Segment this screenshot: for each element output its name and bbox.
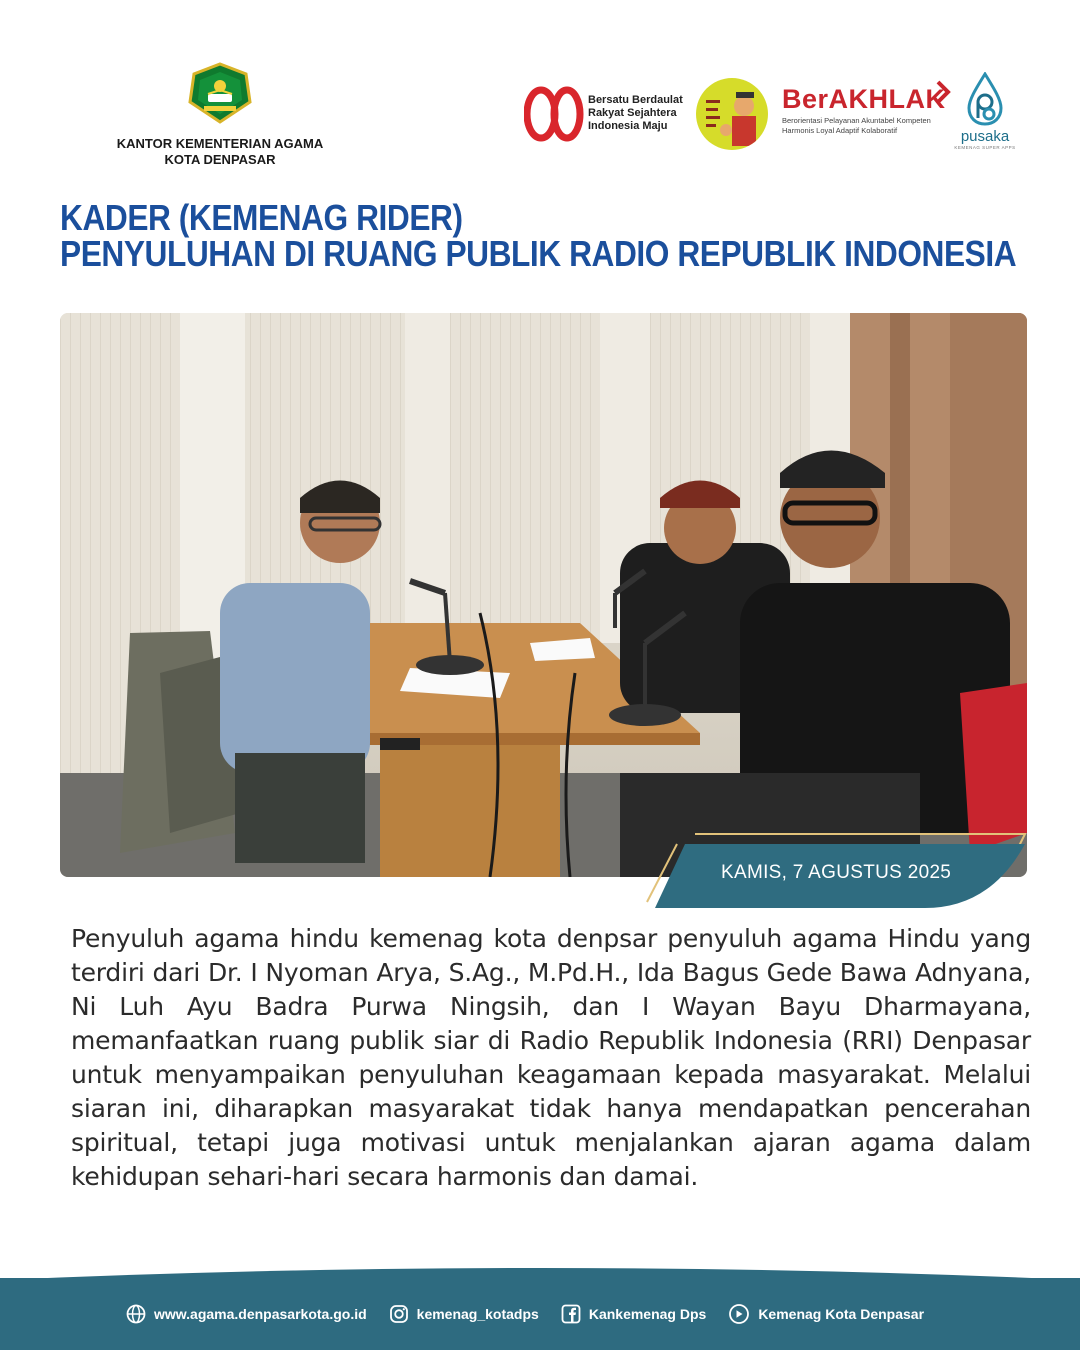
- anniversary-tagline-line3: Indonesia Maju: [588, 120, 668, 132]
- youtube-icon: [728, 1304, 750, 1324]
- berakhlak-sub-line1: Berorientasi Pelayanan Akuntabel Kompeten: [782, 116, 931, 125]
- footer-facebook[interactable]: [561, 1304, 706, 1324]
- pusaka-drop-icon: [965, 72, 1005, 126]
- anniversary-80-logo: [524, 86, 584, 142]
- date-banner: [645, 830, 1030, 910]
- radio-studio-photo: [60, 313, 1027, 877]
- page-title-line1: KADER (KEMENAG RIDER): [60, 197, 463, 238]
- page-title: [60, 197, 1017, 274]
- office-identity: [100, 62, 340, 168]
- berakhlak-logo: [782, 84, 952, 135]
- pusaka-sub: KEMENAG SUPER APPS: [954, 145, 1016, 150]
- facebook-icon: [561, 1304, 581, 1324]
- berakhlak-word: BerAKHLAK: [782, 84, 946, 114]
- anniversary-tagline-line1: Bersatu Berdaulat: [588, 94, 683, 106]
- page-title-line2: PENYULUHAN DI RUANG PUBLIK RADIO REPUBLIK INDONESIA: [60, 233, 1017, 274]
- globe-icon: [126, 1304, 146, 1324]
- office-name-line1: KANTOR KEMENTERIAN AGAMA: [116, 136, 324, 151]
- footer-website-label: www.agama.denpasarkota.go.id: [154, 1306, 367, 1322]
- event-date: KAMIS, 7 AGUSTUS 2025: [721, 862, 952, 883]
- footer-instagram-label: kemenag_kotadps: [416, 1306, 539, 1322]
- pusaka-word: pusaka: [960, 128, 1010, 145]
- footer-bar: [0, 1278, 1080, 1350]
- kemenag-emblem-icon: [186, 62, 254, 124]
- footer-facebook-label: Kankemenag Dps: [588, 1306, 707, 1322]
- partner-logos: [520, 72, 1020, 152]
- footer-youtube-label: Kemenag Kota Denpasar: [758, 1306, 925, 1322]
- event-photo: [60, 313, 1027, 877]
- instagram-icon: [389, 1304, 409, 1324]
- program-circle-logo: [696, 78, 768, 150]
- footer-youtube[interactable]: [728, 1304, 924, 1324]
- character-illustration-icon: [696, 78, 768, 150]
- footer-contacts: [126, 1304, 924, 1324]
- event-description: Penyuluh agama hindu kemenag kota denpsar penyuluh agama Hindu yang terdiri dari Dr. I Nyoman Arya, S.Ag., M.Pd.H., Ida Bagus Gede Bawa Adnyana, Ni Luh Ayu Badra Purwa Ningsih, dan I Wayan Bayu Dharmayana, memanfaatkan ruang publik siar di Radio Republik Indonesia (RRI) Denpasar untuk menyampaikan penyuluhan keagamaan kepada masyarakat. Melalui siaran ini, diharapkan masyarakat tidak hanya mendapatkan pencerahan spiritual, tetapi juga motivasi untuk menjalankan ajaran agama dalam kehidupan sehari-hari secara harmonis dan damai.: [71, 924, 1031, 1191]
- office-name-line2: KOTA DENPASAR: [164, 152, 276, 167]
- berakhlak-sub-line2: Harmonis Loyal Adaptif Kolaboratif: [782, 126, 898, 135]
- anniversary-tagline-line2: Rakyat Sejahtera: [588, 107, 677, 119]
- footer-website[interactable]: [126, 1304, 367, 1324]
- footer-instagram[interactable]: [389, 1304, 539, 1324]
- anniversary-tagline: [588, 94, 683, 133]
- pusaka-logo: [950, 72, 1020, 150]
